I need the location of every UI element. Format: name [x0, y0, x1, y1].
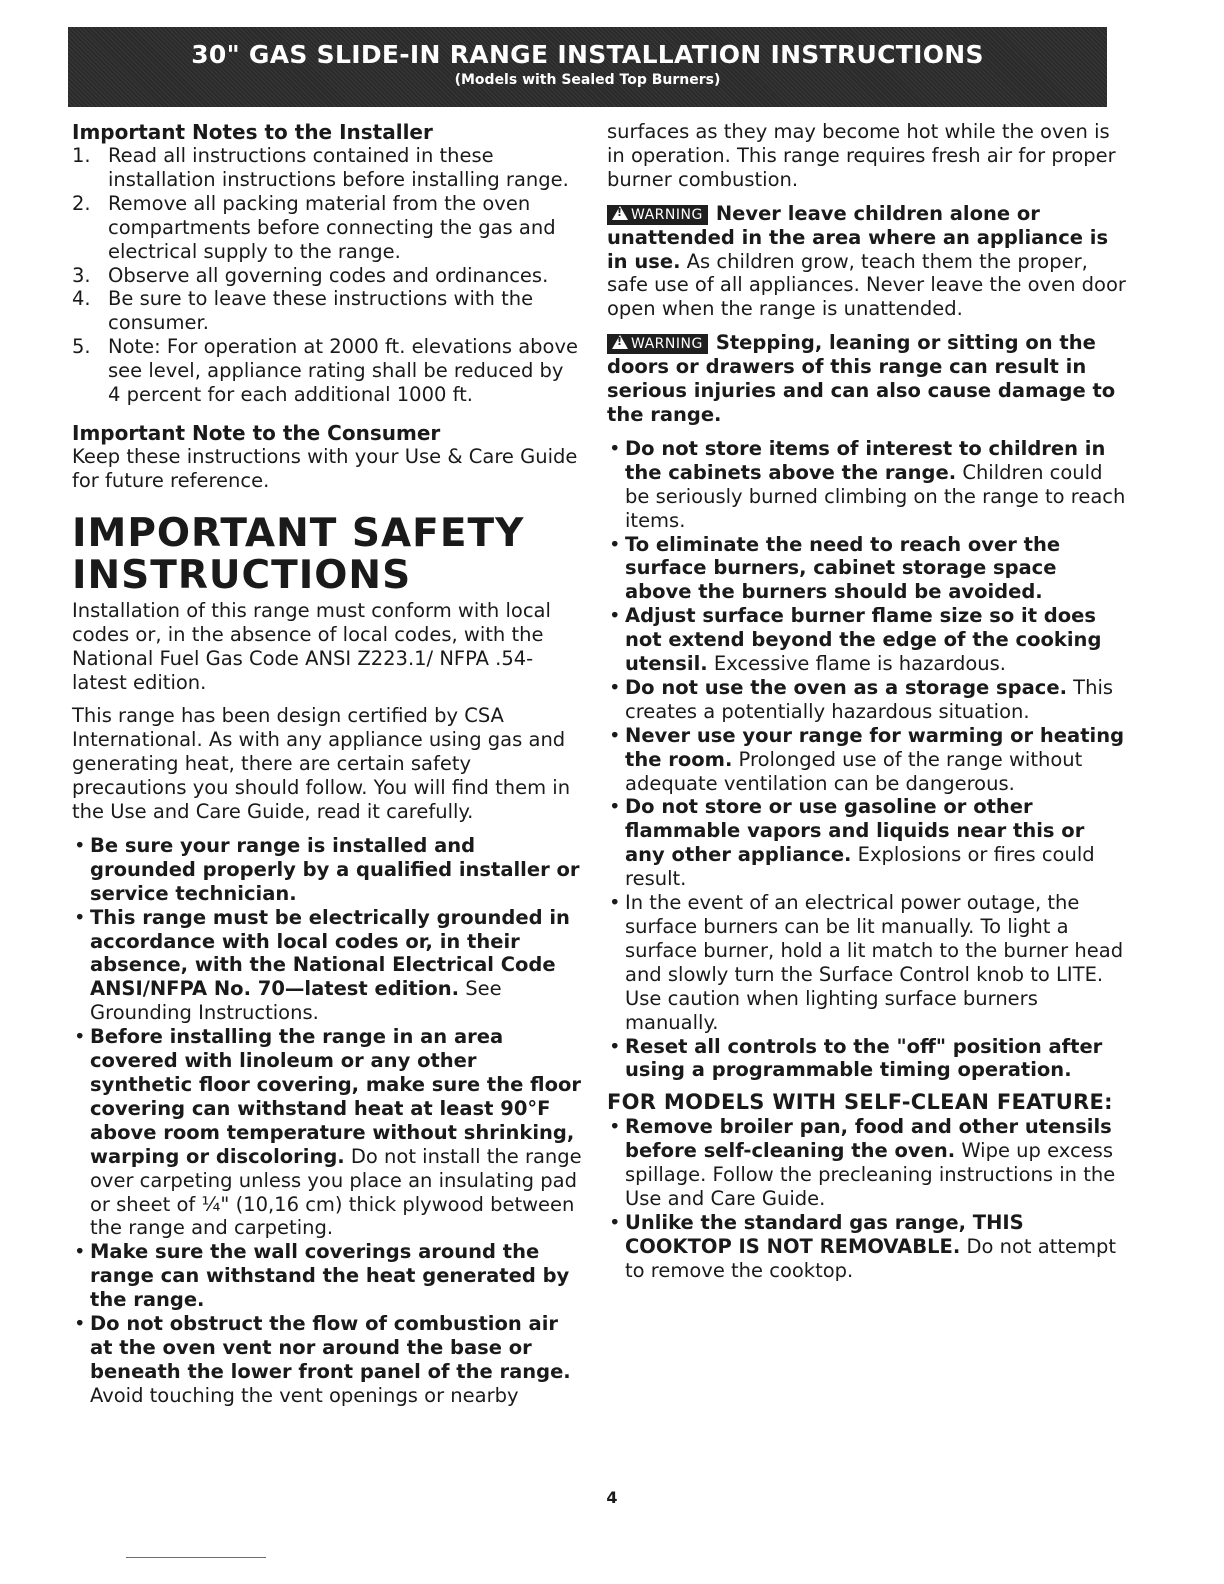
item-text: Remove all packing material from the oven compartments before connecting the gas and electrical supply to the range. [108, 191, 556, 263]
item-number: 5. [72, 335, 91, 359]
item-text: Observe all governing codes and ordinances. [108, 263, 549, 287]
page-title: 30" GAS SLIDE-IN RANGE INSTALLATION INSTRUCTIONS [191, 40, 984, 69]
list-item [72, 1025, 582, 1240]
bullet-icon: • [74, 1240, 86, 1264]
warning-badge [607, 205, 708, 225]
warning-bold: Never leave children alone or unattended in the area where an appliance is in use. [607, 201, 1109, 273]
list-item [607, 795, 1127, 891]
left-column [72, 120, 582, 1408]
safety-bullets-right [607, 437, 1127, 1082]
bullet-icon: • [609, 532, 621, 556]
bullet-text: Prolonged use of the range without adequate ventilation can be dangerous. [625, 747, 1083, 795]
item-number: 2. [72, 191, 91, 215]
safety-title [72, 510, 582, 598]
bullet-icon: • [609, 1115, 621, 1139]
bullet-icon: • [74, 1025, 86, 1049]
bullet-bold: Be sure your range is installed and grounded properly by a qualified installer or service technician. [90, 833, 580, 905]
safety-bullets-left [72, 834, 582, 1408]
bullet-bold: Make sure the wall coverings around the range can withstand the heat generated by the range. [90, 1240, 570, 1312]
bullet-bold: This range must be electrically grounded in accordance with local codes or, in their absence, with the National Electrical Code ANSI/NFPA No. 70—latest edition. [90, 905, 570, 1001]
list-item [72, 144, 582, 192]
list-item [72, 192, 582, 264]
item-number: 4. [72, 287, 91, 311]
bullet-icon: • [609, 723, 621, 747]
list-item [607, 437, 1127, 533]
list-item [72, 1240, 582, 1312]
list-item [607, 724, 1127, 796]
safety-paragraph-2: This range has been design certified by CSA International. As with any appliance using gas and generating heat, there are certain safety precautions you should follow. You will find them in the Use and Care Guide, read it carefully. [72, 704, 571, 824]
bullet-bold: Unlike the standard gas range, THIS COOKTOP IS NOT REMOVABLE. [625, 1210, 1024, 1258]
warning-text: As children grow, teach them the proper, safe use of all appliances. Never leave the oven door open when the range is unattended. [607, 249, 1126, 321]
bullet-bold: Never use your range for warming or heating the room. [625, 723, 1125, 771]
bullet-text: This creates a potentially hazardous situation. [625, 675, 1114, 723]
bullet-bold: Before installing the range in an area covered with linoleum or any other synthetic floor covering, make sure the floor covering can withstand heat at least 90°F above room temperature without shrinking, warping or discoloring. [90, 1025, 582, 1168]
warning-triangle-icon: ! [612, 335, 628, 349]
bullet-icon: • [609, 891, 621, 915]
warning-bold: Stepping, leaning or sitting on the doors or drawers of this range can result in serious injuries and can also cause damage to the range. [607, 331, 1116, 426]
bullet-icon: • [609, 1210, 621, 1234]
list-item [72, 264, 582, 288]
list-item [72, 1312, 582, 1408]
list-item [607, 604, 1127, 676]
bullet-text: Avoid touching the vent openings or nearby [90, 1383, 519, 1407]
bullet-text: In the event of an electrical power outage, the surface burners can be lit manually. To light a surface burner, hold a lit match to the burner head and slowly turn the Surface Control knob to LITE. Use caution when lighting surface burners manually. [625, 891, 1124, 1034]
bullet-bold: Do not store or use gasoline or other flammable vapors and liquids near this or any other appliance. [625, 795, 1085, 867]
consumer-note-text: Keep these instructions with your Use & Care Guide for future reference. [72, 444, 578, 492]
list-item [607, 676, 1127, 724]
warning-1 [607, 202, 1127, 322]
installer-notes-list [72, 144, 582, 407]
self-clean-bullets [607, 1115, 1127, 1282]
item-text: Note: For operation at 2000 ft. elevations above see level, appliance rating shall be reduced by 4 percent for each additional 1000 ft. [108, 335, 579, 407]
warning-2 [607, 331, 1127, 427]
bullet-text: Excessive flame is hazardous. [707, 652, 1007, 676]
list-item [607, 1115, 1127, 1211]
bullet-text: Do not attempt to remove the cooktop. [625, 1234, 1117, 1282]
safety-paragraph-1: Installation of this range must conform with local codes or, in the absence of local codes, with the National Fuel Gas Code ANSI Z223.1/ NFPA .54-latest edition. [72, 598, 551, 694]
bullet-icon: • [74, 905, 86, 929]
bullet-bold: Reset all controls to the "off" position after using a programmable timing operation. [625, 1034, 1103, 1082]
list-item [72, 906, 582, 1026]
list-item [607, 1211, 1127, 1283]
warning-label: WARNING [631, 206, 703, 223]
continued-text: surfaces as they may become hot while the oven is in operation. This range requires fresh air for proper burner combustion. [607, 120, 1116, 191]
list-item [72, 834, 582, 906]
bullet-icon: • [74, 833, 86, 857]
bullet-icon: • [609, 795, 621, 819]
bullet-bold: Remove broiler pan, food and other utensils before self-cleaning the oven. [625, 1115, 1112, 1163]
bullet-bold: Do not obstruct the flow of combustion air at the oven vent nor around the base or beneath the lower front panel of the range. [90, 1312, 571, 1383]
bullet-text: Children could be seriously burned climbing on the range to reach items. [625, 460, 1126, 532]
warning-triangle-icon: ! [612, 206, 628, 220]
list-item [607, 1035, 1127, 1083]
list-item [72, 287, 582, 335]
safety-title-line1: IMPORTANT SAFETY [72, 510, 525, 556]
item-number: 3. [72, 263, 91, 287]
bullet-icon: • [74, 1312, 86, 1336]
safety-title-line2: INSTRUCTIONS [72, 552, 412, 598]
bullet-text: Wipe up excess spillage. Follow the precleaning instructions in the Use and Care Guide. [625, 1139, 1116, 1211]
bullet-text: Explosions or fires could result. [625, 843, 1095, 891]
warning-label: WARNING [631, 336, 703, 353]
item-number: 1. [72, 144, 91, 167]
item-text: Read all instructions contained in these installation instructions before installing range. [108, 144, 569, 191]
consumer-note-heading: Important Note to the Consumer [72, 420, 441, 445]
bullet-icon: • [609, 675, 621, 699]
bullet-icon: • [609, 1034, 621, 1058]
footer-rule [126, 1557, 266, 1558]
bullet-bold: Adjust surface burner flame size so it does not extend beyond the edge of the cooking utensil. [625, 604, 1102, 676]
bullet-text: Do not install the range over carpeting unless you place an insulating pad or sheet of ¼" (10,16 cm) thick plywood between the range and carpeting. [90, 1144, 582, 1240]
warning-badge [607, 334, 708, 354]
bullet-text: See Grounding Instructions. [90, 977, 502, 1025]
header-banner [68, 27, 1107, 107]
bullet-icon: • [609, 436, 621, 460]
item-text: Be sure to leave these instructions with the consumer. [108, 287, 534, 335]
list-item [607, 891, 1127, 1034]
right-column [607, 120, 1127, 1283]
page-number: 4 [606, 1488, 618, 1507]
page-subtitle: (Models with Sealed Top Burners) [454, 72, 721, 88]
list-item [72, 335, 582, 407]
bullet-icon: • [609, 604, 621, 628]
list-item [607, 533, 1127, 605]
bullet-bold: To eliminate the need to reach over the surface burners, cabinet storage space above the burners should be avoided. [625, 532, 1061, 604]
self-clean-heading: FOR MODELS WITH SELF-CLEAN FEATURE: [607, 1090, 1113, 1115]
bullet-bold: Do not use the oven as a storage space. [625, 675, 1067, 699]
bullet-bold: Do not store items of interest to children in the cabinets above the range. [625, 436, 1106, 484]
installer-notes-heading: Important Notes to the Installer [72, 120, 433, 144]
